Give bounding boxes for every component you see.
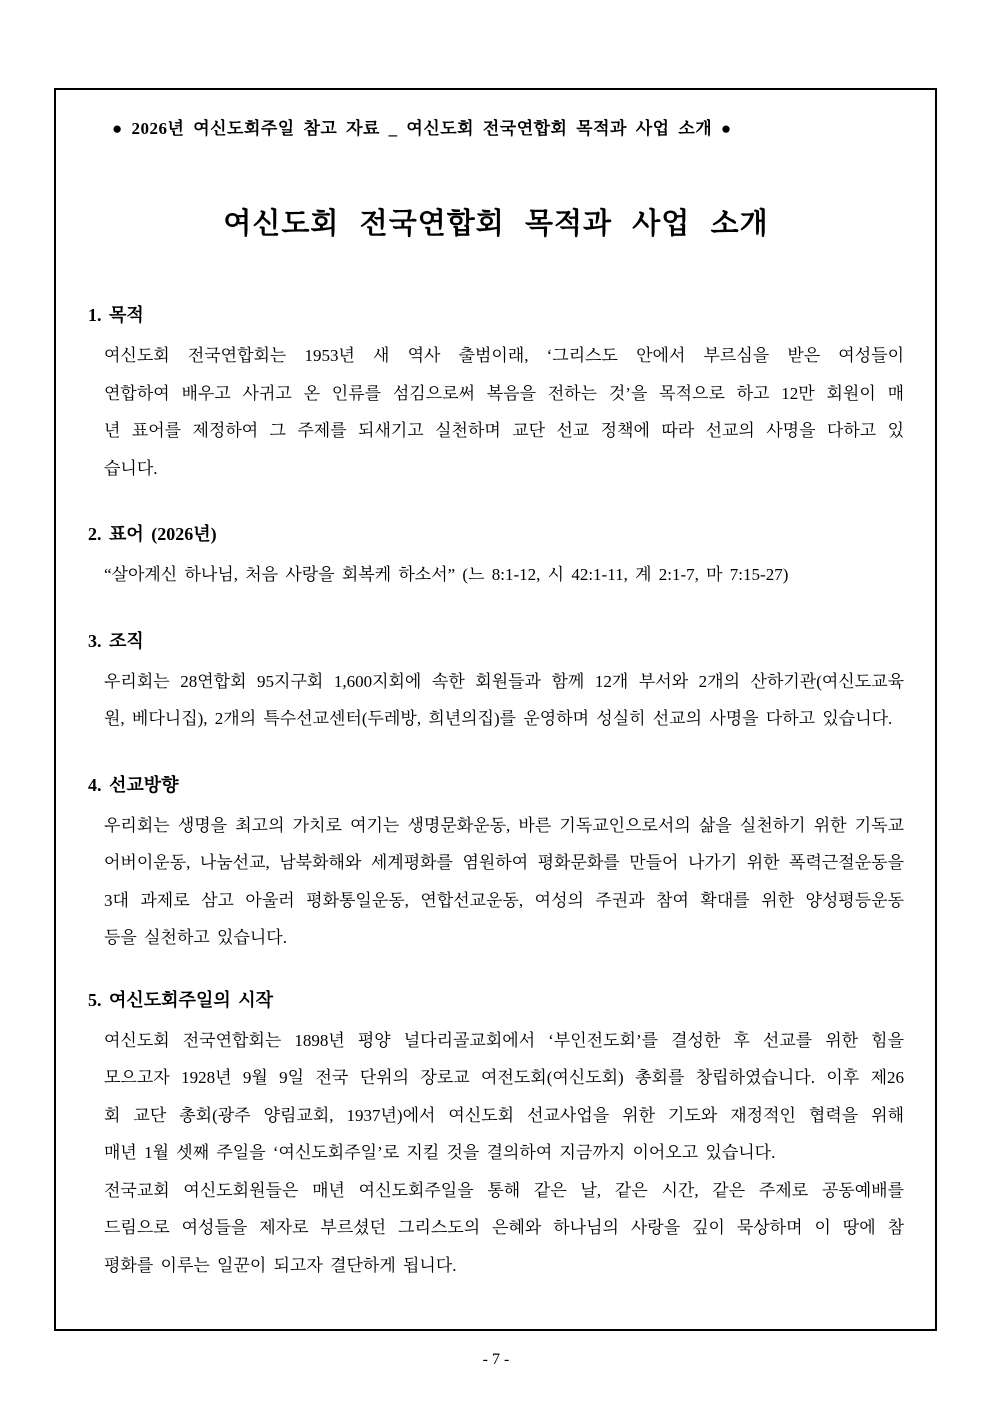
section-mission-direction-body — [104, 807, 904, 957]
section-mission-direction — [88, 772, 904, 957]
text-line: 등을 실천하고 있습니다. — [104, 928, 287, 947]
text-line: 모으고자 1928년 9월 9일 전국 단위의 장로교 여전도회(여신도회) 총회를 창립하였습니다. 이후 제26 — [104, 1068, 904, 1087]
text-line: 우리회는 생명을 최고의 가치로 여기는 생명문화운동, 바른 기독교인으로서의 삶을 실천하기 위한 기독교 — [104, 815, 904, 835]
text-line: 어버이운동, 나눔선교, 남북화해와 세계평화를 염원하여 평화문화를 만들어 나가기 위한 폭력근절운동을 — [104, 853, 904, 872]
section-sunday-origin-body — [104, 1022, 904, 1285]
section-organization-heading: 3. 조직 — [88, 630, 144, 651]
text-line: 습니다. — [104, 458, 158, 478]
document-sheet — [54, 88, 937, 1331]
section-mission-direction-heading: 4. 선교방향 — [88, 774, 179, 795]
page-number: - 7 - — [482, 1351, 510, 1368]
text-line: 드림으로 여성들을 제자로 부르셨던 그리스도의 은혜와 하나님의 사랑을 깊이 묵상하며 이 땅에 참 — [104, 1218, 904, 1237]
text-line: 매년 1월 셋째 주일을 ‘여신도회주일’로 지킬 것을 결의하여 지금까지 이어오고 있습니다. — [104, 1143, 776, 1162]
section-purpose — [88, 302, 904, 487]
section-sunday-origin — [88, 987, 904, 1285]
section-motto-body — [104, 556, 904, 594]
text-line: 3대 과제로 삼고 아울러 평화통일운동, 연합선교운동, 여성의 주권과 참여 확대를 위한 양성평등운동 — [104, 890, 904, 910]
text-line: 여신도회 전국연합회는 1898년 평양 널다리골교회에서 ‘부인전도회’를 결성한 후 선교를 위한 힘을 — [104, 1030, 904, 1050]
section-motto — [88, 521, 904, 594]
section-organization — [88, 628, 904, 738]
section-purpose-body — [104, 337, 904, 487]
text-line: 원, 베다니집), 2개의 특수선교센터(두레방, 희년의집)를 운영하며 성실히 선교의 사명을 다하고 있습니다. — [104, 709, 893, 728]
text-line: “살아계신 하나님, 처음 사랑을 회복케 하소서” (느 8:1-12, 시 42:1-11, 계 2:1-7, 마 7:15-27) — [104, 565, 789, 584]
document-header: ● 2026년 여신도회주일 참고 자료 _ 여신도회 전국연합회 목적과 사업 소개 ● — [112, 119, 732, 138]
text-line: 연합하여 배우고 사귀고 온 인류를 섬김으로써 복음을 전하는 것’을 목적으로 하고 12만 회원이 매 — [104, 383, 904, 403]
section-motto-heading: 2. 표어 (2026년) — [88, 524, 217, 544]
section-organization-body — [104, 663, 904, 738]
text-line: 여신도회 전국연합회는 1953년 새 역사 출범이래, ‘그리스도 안에서 부르심을 받은 여성들이 — [104, 346, 904, 365]
text-line: 우리회는 28연합회 95지구회 1,600지회에 속한 회원들과 함께 12개 부서와 2개의 산하기관(여신도교육 — [104, 671, 904, 691]
document-title: 여신도회 전국연합회 목적과 사업 소개 — [223, 208, 769, 240]
text-line: 회 교단 총회(광주 양림교회, 1937년)에서 여신도회 선교사업을 위한 기도와 재정적인 협력을 위해 — [104, 1105, 904, 1125]
section-sunday-origin-heading: 5. 여신도회주일의 시작 — [88, 989, 273, 1010]
text-line: 년 표어를 제정하여 그 주제를 되새기고 실천하며 교단 선교 정책에 따라 선교의 사명을 다하고 있 — [104, 421, 904, 440]
section-purpose-heading: 1. 목적 — [88, 305, 144, 325]
text-line: 평화를 이루는 일꾼이 되고자 결단하게 됩니다. — [104, 1255, 457, 1275]
text-line: 전국교회 여신도회원들은 매년 여신도회주일을 통해 같은 날, 같은 시간, 같은 주제로 공동예배를 — [104, 1180, 904, 1200]
